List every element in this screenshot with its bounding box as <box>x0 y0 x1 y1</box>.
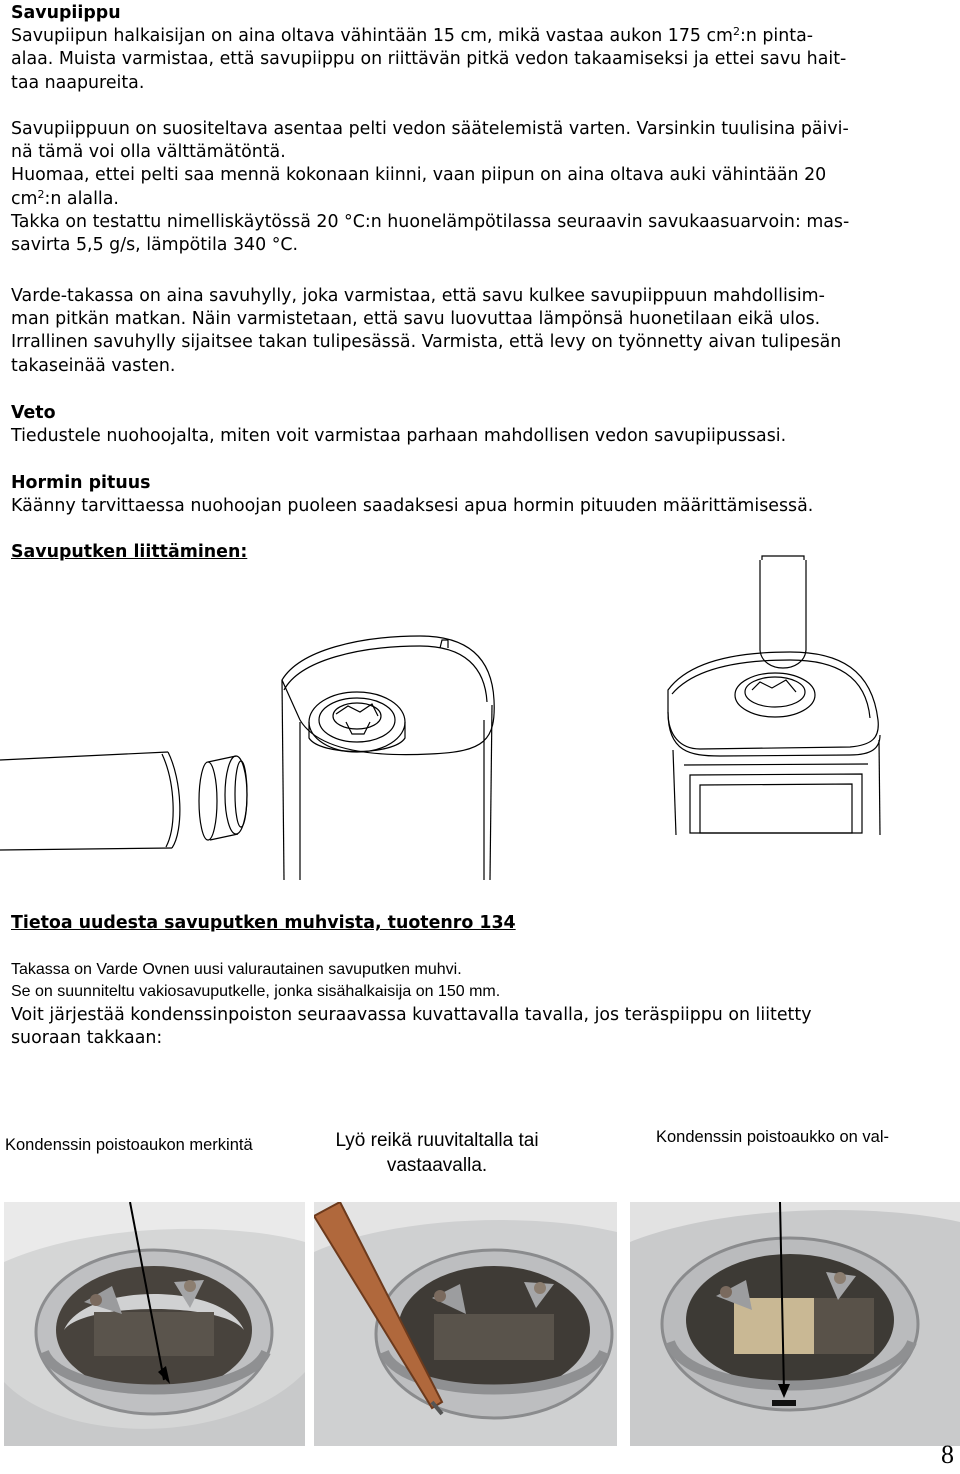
paragraph-line: alaa. Muista varmistaa, että savupiippu on riittävän pitkä vedon takaamiseksi ja ettei savu hait- <box>11 49 847 70</box>
section-savupiippu <box>11 2 951 95</box>
section-heading: Veto <box>11 403 56 423</box>
flue-collar-screwdriver-photo <box>314 1202 617 1446</box>
paragraph-line: Tiedustele nuohoojalta, miten voit varmistaa parhaan mahdollisen vedon savupiipussasi. <box>11 426 787 447</box>
paragraph-line: Voit järjestää kondenssinpoiston seuraavassa kuvattavalla tavalla, jos teräspiippu on liitetty <box>11 1005 812 1025</box>
photo-screwdriver <box>314 1202 617 1446</box>
paragraph-line: Varde-takassa on aina savuhylly, joka varmistaa, että savu kulkee savupiippuun mahdollisim- <box>11 286 825 306</box>
section-heading: Savupiippu <box>11 3 121 23</box>
caption-line: vastaavalla. <box>386 1155 488 1176</box>
muhvi-instructions <box>11 1004 951 1050</box>
caption-left: Kondenssin poistoaukon merkintä <box>5 1136 253 1154</box>
paragraph-savuhylly <box>11 285 951 378</box>
paragraph-line: man pitkän matkan. Näin varmistetaan, että savu luovuttaa lämpönsä huonetilaan eikä ulos. <box>11 309 821 330</box>
flue-collar-drain-photo <box>630 1202 960 1446</box>
paragraph-line: Irrallinen savuhylly sijaitsee takan tulipesässä. Varmista, että levy on työnnetty aivan tulipesän <box>11 332 842 353</box>
section-heading: Hormin pituus <box>11 473 151 493</box>
section-veto <box>11 402 951 448</box>
paragraph-line: Savupiippuun on suositeltava asentaa pelti vedon säätelemistä varten. Varsinkin tuulisina päivi- <box>11 119 849 139</box>
page-number: 8 <box>941 1440 954 1469</box>
paragraph-line <box>11 25 951 48</box>
superscript: 2 <box>37 187 45 201</box>
text-run: :n alalla. <box>44 188 119 209</box>
caption-line: Lyö reikä ruuvitaltalla tai <box>335 1130 539 1151</box>
superscript: 2 <box>732 25 740 39</box>
photo-drain-hole <box>630 1202 960 1446</box>
paragraph-line: nä tämä voi olla välttämätöntä. <box>11 142 286 163</box>
stove-pipe-drawing <box>0 555 960 890</box>
caption-right: Kondenssin poistoaukko on val- <box>656 1128 889 1146</box>
paragraph-line: taa naapureita. <box>11 72 145 93</box>
section-heading: Tietoa uudesta savuputken muhvista, tuotenro 134 <box>11 913 516 933</box>
paragraph-line: Takassa on Varde Ovnen uusi valurautainen savuputken muhvi. <box>11 961 462 978</box>
paragraph-line: Takka on testattu nimelliskäytössä 20 °C:n huonelämpötilassa seuraavin savukaasuarvoin: mas- <box>11 211 850 232</box>
paragraph-line: Huomaa, ettei pelti saa mennä kokonaan kiinni, vaan piipun on aina oltava auki vähintään 20 <box>11 165 827 186</box>
paragraph-line: Käänny tarvittaessa nuohoojan puoleen saadaksesi apua hormin pituuden määrittämisessä. <box>11 496 814 517</box>
paragraph-line: takaseinää vasten. <box>11 355 176 376</box>
paragraph-line: savirta 5,5 g/s, lämpötila 340 °C. <box>11 235 299 256</box>
paragraph-pelti <box>11 118 951 257</box>
muhvi-info <box>11 959 951 1003</box>
section-hormi <box>11 472 951 518</box>
section-heading: Savuputken liittäminen: <box>11 542 248 562</box>
flue-collar-photo <box>4 1202 305 1446</box>
text-run: cm <box>11 188 38 209</box>
text-run: :n pinta- <box>739 26 814 47</box>
text-run: Savupiipun halkaisijan on aina oltava vähintään 15 cm, mikä vastaa aukon 175 cm <box>11 26 733 47</box>
photo-marking <box>4 1202 305 1446</box>
paragraph-line: Se on suunniteltu vakiosavuputkelle, jonka sisähalkaisija on 150 mm. <box>11 983 501 1000</box>
paragraph-line <box>11 188 951 211</box>
paragraph-line: suoraan takkaan: <box>11 1028 163 1049</box>
section-muhvi <box>11 912 951 935</box>
caption-middle <box>312 1128 562 1178</box>
